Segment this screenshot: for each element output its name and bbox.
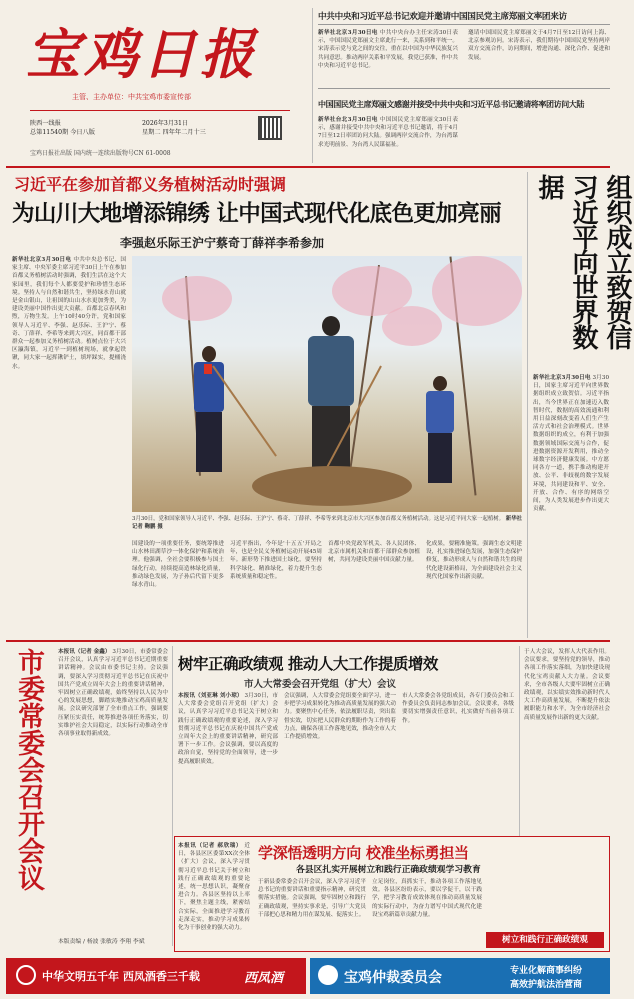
date-line-2: 星期二 四年年二月十三 [142,129,206,136]
boxed-headline[interactable]: 学深悟透明方向 校准坐标勇担当 [258,844,469,862]
center-lower-dateline: 本报讯（刘亚琳 刘小琼） [178,693,243,699]
side-headline[interactable] [532,174,632,370]
side-body: 3月30日，国家主席习近平向世界数据组织成立致贺信。习近平指出，当今世界正在加速迈入数智时代，数据的高效流通和利用日益深刻改变着人们生产生活方式和社会治理模式。世界数据组织的成立，有利于加强数据领域国际交流与合作，促进数据资源开发利用，推动全球数字经济健康发展。中方愿同各方一道，携手推动构建开放、公平、非歧视的数字发展环境，共同建设和平、安全、开放、合作、有序的网络空间，为人类发展进步作出更大贡献。 [533,375,610,513]
ad-right-title: 宝鸡仲裁委员会 [344,970,442,986]
boxed-body-1: 近日，各县区区委第XX次全体（扩大）会议，深入学习贯彻习近平总书记关于树立和践行正确政绩观的重要论述，统一思想认识，凝聚奋进合力。各县区坚持以上率下，聚焦主题主线，紧密结合实际，全面推进学习教育走深走实，推动学习成果转化为干事创业的强大动力。 [178,843,250,932]
center-lower-headline[interactable]: 树牢正确政绩观 推动人大工作提质增效 [178,655,438,673]
boxed-subhead: 各县区扎实开展树立和践行正确政绩观学习教育 [296,865,481,875]
side-dateline: 新华社北京3月30日电 [533,375,591,381]
right-lower-body: 于人大会议，发挥人大代表作用。会议要求，要坚持党的领导，推动各项工作落实落细，为加快建设现代化宝鸡贡献人大力量。会议要求，全市各级人大要牢固树立正确政绩观，以实绩实效推动新时代人大工作高质量发展，不断提升依法履职能力和水平，为全市经济社会高质量发展作出新的更大贡献。 [524,649,610,721]
top-dateline-1: 新华社北京3月30日电 [318,30,378,36]
arbitration-badge-icon [318,965,338,985]
boxed-body-2: 于新县委常委会召开会议，深入学习习近平总书记的重要讲话和重要指示精神，研究贯彻落实措施。会议强调，要牢固树立和践行正确政绩观，坚持实事求是，引导广大党员干部把心思和精力用在谋发展、促落实上。 [258,879,366,918]
soil-mound [252,466,412,506]
masthead [0,0,310,165]
main-body-bottom-3: 首都中央党政军机关、各人民团体、北京市属机关和首都干部群众参加植树，共同为建设美丽中国贡献力量。 [328,541,420,564]
boxed-tag: 树立和践行正确政绩观 [486,932,604,948]
ad-left-slogan: 中华文明五千年 西凤酒香三千载 [42,970,200,983]
center-lower-body-2: 会议强调，人大常委会党组要全面学习，进一步把学习成果转化为推动高质量发展的强大动力。要聚焦中心任务，依法履职尽责，突出监督实效，切实把人民群众的期盼作为工作的着力点，确保各项工作落地见效，推动全市人大工作提质增效。 [284,693,396,741]
issue-line-1: 陕西一线报 [30,120,61,127]
editor-credit: 本版责编 / 杨波 张敏涛 李翔 李斌 [58,939,145,945]
boxed-dateline: 本报讯（记者 郝欣瑞） [178,843,243,849]
left-lower-body: 3月30日，市委常委会召开会议，认真学习习近平总书记近期重要讲话精神。会议由市委书记主持。会议强调，要深入学习贯彻习近平总书记在庆祝中国共产党成立周年大会上的重要讲话精神，牢固树立正确政绩观，始终坚持以人民为中心的发展思想，脚踏实地推动宝鸡高质量发展。会议研究部署了全市重点工作，强调要压紧压实责任，统筹推进各项任务落实，切实维护社会大局稳定，以实际行动推动全市各项事业取得新成效。 [58,649,169,738]
date-line-1: 2026年3月31日 [142,120,189,127]
main-body-col1: 中共中央总书记、国家主席、中央军委主席习近平30日上午在参加首都义务植树活动时强调，我们生活在这个大家园里，我们每个人都要爱护和珍惜生态环境。坚持人与自然和谐共生，坚持绿水青山就是金山银山，让祖国的山山水水更加秀美，为建设美丽中国作出更大贡献。首都北京春风和煦，万物生发。上午10时40分许，党和国家领导人习近平、李强、赵乐际、王沪宁、蔡奇、丁薛祥、李希等来到大兴区，同首都干部群众一起参加义务植树活动。植树点位于大兴区瀛海镇，习近平一到植树现场，就拿起铁锹，同大家一起挥锹铲土，填坪踩实，提桶浇水。 [12,257,126,370]
ad-right-line2: 高效护航法治营商 [510,980,583,990]
main-kicker: 习近平在参加首都义务植树活动时强调 [14,175,287,194]
boxed-body-3: 立足岗位，真抓实干，推动各项工作落地见效。各县区纷纷表示，要以学促干，以干践学，把学习教育成效体现在推动高质量发展的实际行动中，为奋力谱写中国式现代化建设宝鸡新篇章贡献力量。 [372,879,482,918]
ad-arbitration[interactable] [310,958,610,994]
top-body-1a: 中共中央台办主任宋涛30日表示，中国国民党郑丽文主席此行一来，关系到和平统一。宋涛表示党与党之间的交往，重在以中国为中华民族复兴共同意思。推动两岸关系和平发展，我党已获准，作中共中央和习近平总书记。 [318,30,458,69]
qr-code-icon [258,116,282,140]
publisher-line: 宝鸡日报社出版 国内统一连续出版物号CN 61-0008 [30,150,171,157]
xifeng-logo-icon [16,965,36,985]
center-lower-subhead: 市人大常委会召开党组（扩大）会议 [244,679,397,690]
ad-right-line1: 专业化解商事纠纷 [510,966,583,976]
center-lower-body-3: 市人大常委会各党组成员，各专门委员会和工作委员会负责同志参加会议。会议要求，各级要切实增强责任意识，扎实做好当前各项工作。 [402,693,514,724]
ad-xifeng[interactable] [6,958,306,994]
child-figure-right [422,376,458,486]
side-headline-text: 组织成立致贺信习近平向世界数据 [534,174,632,349]
boxed-body-4 [488,878,604,930]
ad-left-brand: 西凤酒 [244,971,284,986]
left-lower-headline[interactable] [8,648,54,948]
top-body-1b: 邀请中国国民党主席郑丽文于4月7日至12日访问上海、北京参观访问。宋涛表示，我们期待中国国民党坚持两岸双方交流合作，访问期间，增进沟通、深化合作、促进和发展。 [468,30,610,61]
main-body-bottom-2: 习近平指出，今年是'十五五'开局之年，也是全民义务植树运动开展45周年。新形势下推进国土绿化，要坚持科学绿化、精准绿化，着力提升生态系统质量和稳定性。 [230,541,322,580]
child-figure-left [190,346,228,476]
photo-credit: 新华社记者 鞠鹏 摄 [132,516,522,530]
photo-caption: 3月30日，党和国家领导人习近平、李强、赵乐际、王沪宁、蔡奇、丁薛祥、李希等来到北京市大兴区参加首都义务植树活动。这是习近平同大家一起植树。 [132,516,505,522]
top-headline-1[interactable]: 中共中央和习近平总书记欢迎并邀请中国国民党主席郑丽文率团来访 [318,12,567,22]
masthead-sponsor: 主管、主办单位：中共宝鸡市委宣传部 [72,93,191,101]
main-subhead: 李强赵乐际王沪宁蔡奇丁薛祥李希参加 [120,236,325,250]
main-body-bottom-1: 国建设的一项重要任务，要统筹推进山水林田湖草沙一体化保护和系统治理。他强调，全社会要积极参与国土绿化行动，持续提高造林绿化质量，推动绿色发展，为子孙后代留下更多绿水青山。 [132,541,224,589]
main-photo[interactable] [132,256,522,512]
masthead-title: 宝鸡日报 [26,22,258,86]
masthead-rule [6,166,610,168]
left-lower-headline-text: 市委常委会召开会议 [13,648,44,891]
top-dateline-2: 新华社台北3月30日电 [318,117,378,123]
left-lower-dateline: 本报讯（记者 金鑫） [58,649,111,655]
top-right-section [318,8,610,164]
issue-line-2: 总第11540期 今日八版 [30,129,95,136]
top-headline-2[interactable]: 中国国民党主席郑丽文感谢并接受中共中央和习近平总书记邀请将率团访问大陆 [318,100,584,109]
main-headline[interactable]: 为山川大地增添锦绣 让中国式现代化底色更加亮丽 [12,201,502,227]
center-lower-body-1: 3月30日，市人大常委会党组召开党组（扩大）会议，认真学习习近平总书记关于树立和践行正确政绩观的重要论述，深入学习贯彻习近平总书记在庆祝中国共产党成立周年大会上的重要讲话精神，研究部署下一步工作。会议强调，要以高度的政治自觉，坚持党的全面领导，进一步提高履职质效。 [178,693,278,765]
main-body-bottom-4: 化成果，要精准施策。强调生态文明建设，扎实推进绿色发展，加强生态保护修复，推动形成人与自然和谐共生的现代化建设新格局，为全面建设社会主义现代化国家作出新贡献。 [426,541,522,580]
main-dateline: 新华社北京3月30日电 [12,257,72,263]
top-body-2b [468,116,610,162]
top-body-2: 中国国民党主席郑丽文30日表示，感谢并接受中共中央和习近平总书记邀请，将于4月7日至12日率团访问大陆。强调两岸交流合作，为台湾谋求光明前景、为台湾人民谋福祉。 [318,117,458,148]
